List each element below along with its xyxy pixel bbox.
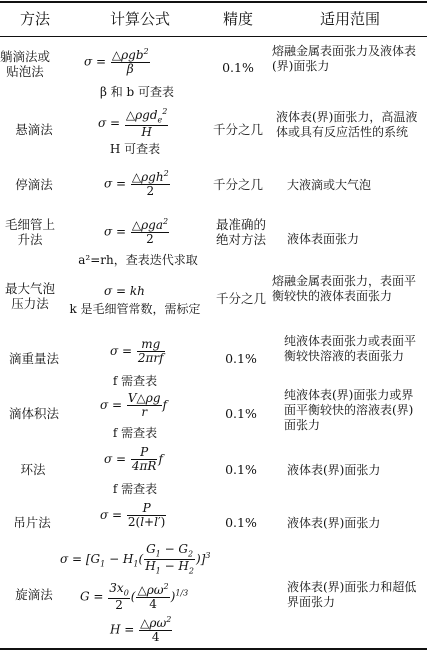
scope-cell: 液体表(界)面张力，高温液体或具有反应活性的系统 (276, 110, 418, 139)
precision-cell: 千分之几 (212, 122, 263, 137)
scope-cell: 纯液体表(界)面张力或界面平衡较快的溶液表(界)面张力 (284, 388, 414, 432)
formula-cell: H = $\frac{\triangle\rho\omega^2}{4}$ (110, 615, 172, 645)
method-cell: 毛细管上升法 (4, 217, 55, 247)
scope-cell: 液体表面张力 (287, 232, 360, 246)
formula-cell: σ = $\frac{P}{2(l+l')}$ (100, 501, 166, 530)
scope-cell: 熔融金属表面张力及液体表(界)面张力 (272, 44, 417, 73)
precision-cell: 0.1% (225, 515, 257, 530)
formula-note: H 可查表 (109, 142, 161, 156)
formula-cell: σ = $\frac{V\triangle\rho g}{r}$ f (100, 391, 167, 420)
formula-cell: σ = $\frac{\triangle\rho gb^2}{\beta}$ (84, 47, 149, 77)
formula-note: k 是毛细管常数，需标定 (69, 302, 201, 316)
precision-cell: 最准确的绝对方法 (215, 217, 266, 247)
precision-cell: 0.1% (225, 351, 257, 366)
formula-note: f 需查表 (112, 374, 158, 388)
table-bottom-rule (0, 648, 427, 650)
formula-cell: σ = $\frac{\triangle\rho ga^2}{2}$ (104, 217, 169, 247)
method-cell: 停滴法 (15, 177, 53, 192)
header-formula: 计算公式 (109, 10, 170, 28)
method-cell: 最大气泡压力法 (4, 281, 55, 311)
formula-cell: σ = $\frac{\triangle\rho gh^2}{2}$ (104, 169, 169, 199)
method-cell: 悬滴法 (15, 122, 53, 137)
scope-cell: 液体表(界)面张力 (287, 463, 381, 477)
method-cell: 吊片法 (13, 515, 51, 530)
scope-cell: 液体表(界)面张力和超低界面张力 (287, 580, 417, 609)
formula-note: f 需查表 (112, 482, 158, 496)
header-method: 方法 (19, 10, 50, 28)
scope-cell: 大液滴或大气泡 (287, 178, 372, 192)
method-cell: 躺滴法或贴泡法 (0, 49, 51, 79)
scope-cell: 液体表(界)面张力 (287, 516, 381, 530)
precision-cell: 0.1% (222, 60, 254, 75)
table-header-rule (0, 36, 427, 37)
header-precision: 精度 (222, 10, 253, 28)
method-cell: 旋滴法 (15, 587, 53, 602)
scope-cell: 纯液体表面张力或表面平衡较快溶液的表面张力 (284, 334, 417, 363)
formula-cell: σ = kh (104, 284, 145, 298)
method-cell: 滴重量法 (8, 351, 59, 366)
precision-cell: 0.1% (225, 462, 257, 477)
formula-cell: G = $\frac{3x_0}{2}$ ( $\frac{\triangle\rho\omega^2}{4}$ )$^{1/3}$ (80, 581, 189, 613)
formula-cell: σ = $\frac{P}{4\pi R}$ f (104, 445, 163, 474)
formula-note: a²=rh，查表迭代求取 (78, 253, 198, 267)
formula-cell: $\sigma = [G_1 - H_1$( $\frac{G_1 - G_2}{H_1 - H_2}$ )]$^3$ (60, 542, 211, 576)
precision-cell: 千分之几 (215, 291, 266, 306)
formula-note: f 需查表 (112, 426, 158, 440)
formula-cell: σ = $\frac{mg}{\text{2πrf}}$ (110, 337, 164, 366)
formula-note: β 和 b 可查表 (99, 85, 175, 99)
table-top-rule (0, 1, 427, 3)
precision-cell: 千分之几 (212, 177, 263, 192)
formula-cell: σ = $\frac{\triangle\rho gd_e^2}{H}$ (98, 107, 168, 140)
scope-cell: 熔融金属表面张力，表面平衡较快的液体表面张力 (272, 274, 417, 303)
header-scope: 适用范围 (319, 10, 380, 28)
method-cell: 滴体积法 (8, 406, 59, 421)
precision-cell: 0.1% (225, 406, 257, 421)
method-cell: 环法 (20, 462, 46, 477)
